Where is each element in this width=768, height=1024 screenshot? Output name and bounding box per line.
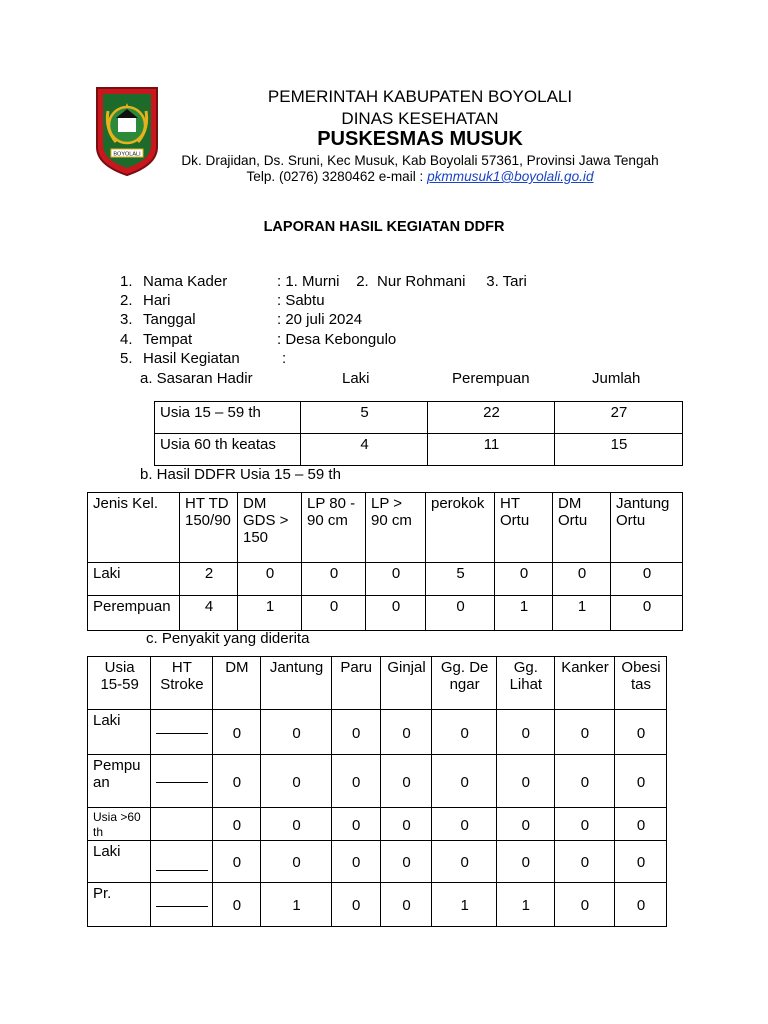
info-num: 2. bbox=[120, 292, 133, 309]
cell: 0 bbox=[302, 596, 366, 631]
cell: 0 bbox=[554, 710, 614, 755]
table-row bbox=[155, 402, 683, 434]
header-cell: Gg. Lihat bbox=[496, 657, 554, 710]
cell: 0 bbox=[331, 841, 380, 883]
cell: 0 bbox=[380, 755, 432, 808]
cell: Perempuan bbox=[88, 596, 180, 631]
info-num: 3. bbox=[120, 311, 133, 328]
cell: 2 bbox=[180, 563, 238, 596]
cell: 0 bbox=[615, 710, 667, 755]
dash-line bbox=[156, 906, 208, 907]
cell: 0 bbox=[212, 841, 261, 883]
header-contact bbox=[170, 169, 670, 184]
table-row bbox=[88, 596, 683, 631]
header-cell: perokok bbox=[426, 493, 495, 563]
cell: 11 bbox=[428, 434, 555, 466]
logo-text: BOYOLALI bbox=[113, 151, 141, 158]
cell: 0 bbox=[426, 596, 495, 631]
header-address: Dk. Drajidan, Ds. Sruni, Kec Musuk, Kab Boyolali 57361, Provinsi Jawa Tengah bbox=[181, 153, 659, 168]
col-jumlah-header: Jumlah bbox=[592, 370, 641, 387]
header-cell: LP 80 - 90 cm bbox=[302, 493, 366, 563]
info-label: Tanggal bbox=[143, 311, 196, 328]
info-value: : Desa Kebongulo bbox=[277, 331, 397, 348]
table-row bbox=[88, 563, 683, 596]
cell: 0 bbox=[331, 710, 380, 755]
contact-prefix: Telp. (0276) 3280462 e-mail : bbox=[246, 169, 428, 184]
cell: 0 bbox=[554, 808, 614, 841]
header-cell: HT Stroke bbox=[151, 657, 212, 710]
cell: 0 bbox=[380, 841, 432, 883]
cell: 0 bbox=[261, 808, 332, 841]
empty-cell bbox=[151, 808, 212, 841]
info-value: : 20 juli 2024 bbox=[277, 311, 363, 328]
cell: 0 bbox=[432, 841, 496, 883]
header-cell: Jantung bbox=[261, 657, 332, 710]
table-row bbox=[88, 710, 667, 755]
cell: Usia >60 th bbox=[88, 808, 151, 841]
cell: 1 bbox=[553, 596, 611, 631]
header-cell: Jenis Kel. bbox=[88, 493, 180, 563]
cell: 0 bbox=[496, 808, 554, 841]
table-row bbox=[88, 755, 667, 808]
cell: 0 bbox=[611, 596, 683, 631]
table-penyakit bbox=[87, 656, 667, 927]
cell: Pempuan bbox=[88, 755, 151, 808]
cell: 0 bbox=[554, 755, 614, 808]
cell: 5 bbox=[301, 402, 428, 434]
cell: 1 bbox=[495, 596, 553, 631]
cell: 0 bbox=[496, 841, 554, 883]
info-label: Hari bbox=[143, 292, 171, 309]
cell: 0 bbox=[554, 883, 614, 927]
header-cell: Usia 15-59 bbox=[88, 657, 151, 710]
info-label: Tempat bbox=[143, 331, 193, 348]
cell: 0 bbox=[553, 563, 611, 596]
info-value: : Sabtu bbox=[277, 292, 325, 309]
cell: 0 bbox=[366, 563, 426, 596]
header-cell: HT TD 150/90 bbox=[180, 493, 238, 563]
cell: 0 bbox=[615, 755, 667, 808]
cell: 0 bbox=[432, 808, 496, 841]
cell: 0 bbox=[496, 710, 554, 755]
section-a-label: a. Sasaran Hadir bbox=[140, 370, 253, 387]
header-cell: DM Ortu bbox=[553, 493, 611, 563]
cell: 22 bbox=[428, 402, 555, 434]
info-num: 4. bbox=[120, 331, 133, 348]
cell: Pr. bbox=[88, 883, 151, 927]
cell: 0 bbox=[496, 755, 554, 808]
info-label: Hasil Kegiatan bbox=[143, 350, 240, 367]
table-header-row bbox=[88, 493, 683, 563]
info-num: 5. bbox=[120, 350, 133, 367]
table-ddfr bbox=[87, 492, 683, 631]
cell: 0 bbox=[615, 841, 667, 883]
cell: 0 bbox=[554, 841, 614, 883]
email-link[interactable]: pkmmusuk1@boyolali.go.id bbox=[427, 169, 594, 184]
cell: 4 bbox=[180, 596, 238, 631]
cell: 0 bbox=[302, 563, 366, 596]
cell: 0 bbox=[380, 710, 432, 755]
cell: 0 bbox=[611, 563, 683, 596]
table-sasaran bbox=[154, 401, 683, 466]
dash-cell bbox=[151, 710, 212, 755]
cell: Laki bbox=[88, 563, 180, 596]
cell: 1 bbox=[496, 883, 554, 927]
cell: 15 bbox=[555, 434, 683, 466]
cell: 0 bbox=[432, 710, 496, 755]
info-num: 1. bbox=[120, 273, 133, 290]
boyolali-emblem-icon bbox=[94, 85, 160, 177]
cell: 0 bbox=[238, 563, 302, 596]
header-cell: HT Ortu bbox=[495, 493, 553, 563]
cell: 0 bbox=[261, 841, 332, 883]
header-cell: Kanker bbox=[554, 657, 614, 710]
header-cell: Paru bbox=[331, 657, 380, 710]
info-value: : bbox=[282, 350, 287, 367]
cell: 0 bbox=[495, 563, 553, 596]
section-c-label: c. Penyakit yang diderita bbox=[146, 630, 310, 647]
table-row bbox=[88, 808, 667, 841]
header-cell: Gg. Dengar bbox=[432, 657, 496, 710]
cell: 1 bbox=[261, 883, 332, 927]
table-row bbox=[155, 434, 683, 466]
header-line-3: PUSKESMAS MUSUK bbox=[317, 128, 523, 150]
cell: 0 bbox=[212, 883, 261, 927]
info-value: : 1. Murni 2. Nur Rohmani 3. Tari bbox=[277, 273, 527, 290]
cell: 0 bbox=[331, 883, 380, 927]
table-header-row bbox=[88, 657, 667, 710]
cell: 5 bbox=[426, 563, 495, 596]
table-row bbox=[88, 883, 667, 927]
cell: 1 bbox=[432, 883, 496, 927]
cell: 0 bbox=[331, 808, 380, 841]
cell: 1 bbox=[238, 596, 302, 631]
table-row bbox=[88, 841, 667, 883]
cell: 0 bbox=[615, 883, 667, 927]
cell: Laki bbox=[88, 710, 151, 755]
header-cell: LP > 90 cm bbox=[366, 493, 426, 563]
col-perempuan-header: Perempuan bbox=[452, 370, 530, 387]
cell: 0 bbox=[366, 596, 426, 631]
cell: 0 bbox=[380, 883, 432, 927]
header-cell: Ginjal bbox=[380, 657, 432, 710]
cell: 0 bbox=[261, 755, 332, 808]
header-cell: Jantung Ortu bbox=[611, 493, 683, 563]
cell: 0 bbox=[261, 710, 332, 755]
header-cell: DM GDS > 150 bbox=[238, 493, 302, 563]
cell: Usia 15 – 59 th bbox=[155, 402, 301, 434]
dash-line bbox=[156, 782, 208, 783]
header-cell: DM bbox=[212, 657, 261, 710]
cell: Laki bbox=[88, 841, 151, 883]
info-label: Nama Kader bbox=[143, 273, 228, 290]
dash-line bbox=[156, 733, 208, 734]
header-line-1: PEMERINTAH KABUPATEN BOYOLALI bbox=[267, 87, 573, 106]
dash-cell bbox=[151, 841, 212, 883]
dash-line bbox=[156, 870, 208, 871]
cell: 0 bbox=[615, 808, 667, 841]
cell: 0 bbox=[212, 710, 261, 755]
cell: 0 bbox=[212, 755, 261, 808]
section-b-label: b. Hasil DDFR Usia 15 – 59 th bbox=[140, 466, 341, 483]
header-cell: Obesitas bbox=[615, 657, 667, 710]
cell: 0 bbox=[380, 808, 432, 841]
cell: 4 bbox=[301, 434, 428, 466]
dash-cell bbox=[151, 883, 212, 927]
dash-cell bbox=[151, 755, 212, 808]
report-title: LAPORAN HASIL KEGIATAN DDFR bbox=[263, 219, 505, 235]
header-line-2: DINAS KESEHATAN bbox=[341, 109, 499, 128]
cell: Usia 60 th keatas bbox=[155, 434, 301, 466]
cell: 27 bbox=[555, 402, 683, 434]
cell: 0 bbox=[432, 755, 496, 808]
cell: 0 bbox=[212, 808, 261, 841]
cell: 0 bbox=[331, 755, 380, 808]
col-laki-header: Laki bbox=[342, 370, 370, 387]
